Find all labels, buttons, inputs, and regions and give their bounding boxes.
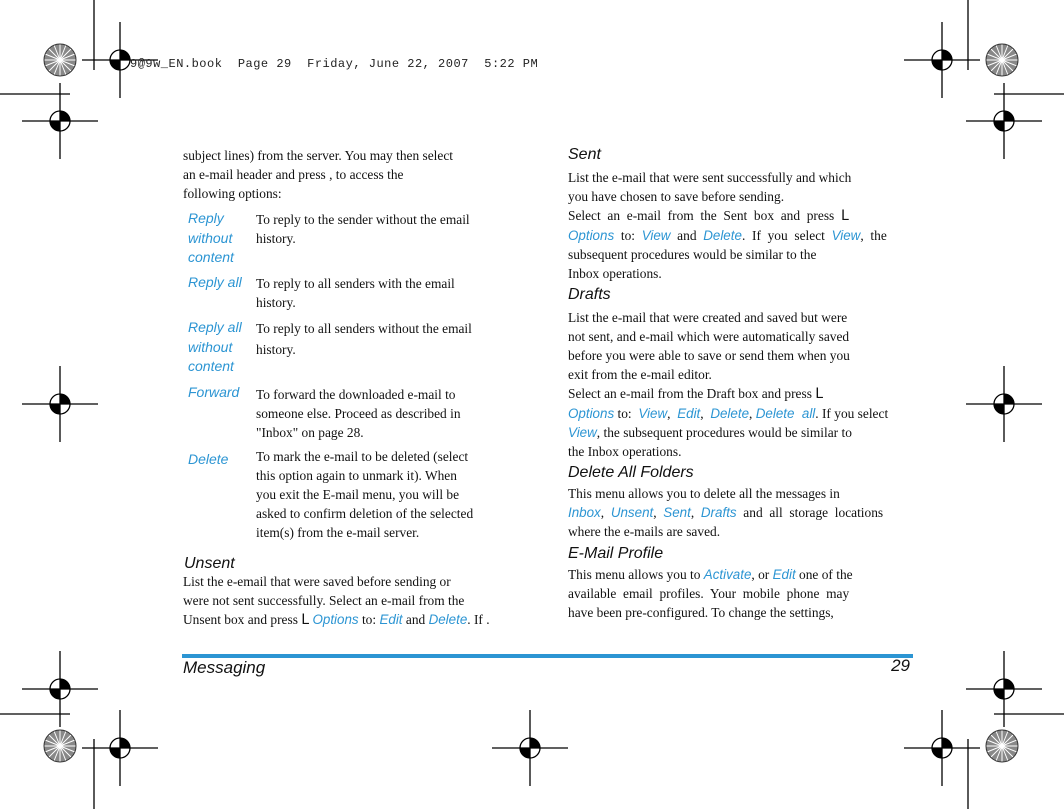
heading-delete-all-folders: Delete All Folders [568,464,694,481]
text: , the subsequent procedures would be similar to [596,425,852,440]
unsent-line [183,610,523,630]
option-desc: To reply to all senders without the email [256,321,472,336]
term-options: Options [568,228,615,243]
sent-line [568,226,918,245]
term-activate: Activate [703,567,752,582]
heading-drafts: Drafts [568,286,611,303]
delete-all-line [568,503,918,522]
text: and all storage locations [736,505,884,520]
option-desc: asked to confirm deletion of the selected [256,506,474,521]
term-delete-all: Delete all [755,406,816,421]
option-term: without [188,229,233,246]
option-term: Delete [188,451,229,467]
text: , [667,406,678,421]
profile-line: available email profiles. Your mobile phone may [568,586,850,601]
term-edit: Edit [379,612,403,627]
option-desc: this option again to unmark it). When [256,468,457,483]
option-desc: history. [256,342,296,357]
heading-email-profile: E-Mail Profile [568,545,664,562]
sent-line: Inbox operations. [568,266,662,281]
delete-all-paragraph [568,484,918,541]
profile-paragraph [568,565,918,622]
softkey-l: L [840,208,849,224]
softkey-l: L [301,612,310,628]
profile-line [568,565,918,584]
text: , [690,505,701,520]
sent-line: you have chosen to save before sending. [568,189,785,204]
text: Select an e-mail from the Sent box and press [568,208,841,223]
option-desc: To reply to all senders with the email [256,276,455,291]
option-term: Reply all [188,274,242,290]
delete-all-line: where the e-mails are saved. [568,524,721,539]
option-desc: To mark the e-mail to be deleted (select [256,449,469,464]
term-delete: Delete [710,406,750,421]
text: , [749,406,756,421]
heading-sent: Sent [568,146,601,163]
text: to: [358,612,380,627]
term-options: Options [312,612,359,627]
unsent-line: were not sent successfully. Select an e-mail from the [183,593,465,608]
text: to: [614,406,639,421]
footer-section-title: Messaging [183,658,266,677]
delete-all-line: This menu allows you to delete all the messages in [568,486,840,501]
option-term: Reply [188,210,224,226]
text: Select an e-mail from the Draft box and press [568,386,816,401]
term-delete: Delete [703,228,742,243]
text: to: [614,228,642,243]
term-inbox: Inbox [568,505,601,520]
term-drafts: Drafts [700,505,737,520]
drafts-line: not sent, and e-mail which were automatically saved [568,329,850,344]
term-options: Options [568,406,615,421]
option-term: Reply all [188,319,242,335]
page-number: 29 [891,656,910,675]
option-desc: To reply to the sender without the email [256,212,470,227]
term-view: View [638,406,668,421]
option-term: without [188,338,233,355]
softkey-l: L [815,386,824,402]
text: , [600,505,611,520]
option-desc: history. [256,295,296,310]
sent-paragraph [568,168,918,283]
term-unsent: Unsent [610,505,654,520]
unsent-line: List the e-email that were saved before sending or [183,574,451,589]
intro-paragraph [183,146,503,203]
text: . If . [467,612,490,627]
drafts-line: the Inbox operations. [568,444,682,459]
text: . If you select [815,406,889,421]
print-header: 9@9w_EN.book Page 29 Friday, June 22, 2007 5:22 PM [130,57,539,71]
text: , or [751,567,773,582]
sent-line: List the e-mail that were sent successfully and which [568,170,852,185]
text: , the [860,228,887,243]
term-view: View [568,425,597,440]
drafts-line: exit from the e-mail editor. [568,367,712,382]
text: , [653,505,664,520]
footer-rule [182,654,913,658]
drafts-line [568,404,920,423]
option-desc: "Inbox" on page 28. [256,425,364,440]
drafts-paragraph [568,308,920,461]
text: This menu allows you to [568,567,704,582]
text: and [402,612,429,627]
text: and [670,228,704,243]
drafts-line [568,423,920,442]
intro-line: following options: [183,186,282,201]
sent-line: subsequent procedures would be similar to the [568,247,817,262]
option-desc: item(s) from the e-mail server. [256,525,420,540]
profile-line: have been pre-configured. To change the settings, [568,605,834,620]
option-desc: someone else. Proceed as described in [256,406,461,421]
drafts-line [568,384,920,404]
term-edit: Edit [772,567,796,582]
drafts-line: before you were able to save or send them when you [568,348,850,363]
term-view: View [641,228,671,243]
option-term: content [188,249,234,265]
term-view: View [831,228,861,243]
intro-line: subject lines) from the server. You may then select [183,148,453,163]
term-delete: Delete [428,612,468,627]
option-term: content [188,358,234,374]
drafts-line: List the e-mail that were created and saved but were [568,310,848,325]
option-desc: you exit the E-mail menu, you will be [256,487,460,502]
option-term: Forward [188,384,240,400]
heading-unsent: Unsent [184,555,235,572]
term-edit: Edit [677,406,701,421]
sent-line [568,206,918,226]
unsent-paragraph [183,572,523,630]
text: . If you select [741,228,832,243]
intro-line: an e-mail header and press , to access the [183,167,404,182]
option-desc: To forward the downloaded e-mail to [256,387,456,402]
option-desc: history. [256,231,296,246]
text: one of the [795,567,853,582]
text: Unsent box and press [183,612,302,627]
term-sent: Sent [663,505,691,520]
text: , [700,406,711,421]
